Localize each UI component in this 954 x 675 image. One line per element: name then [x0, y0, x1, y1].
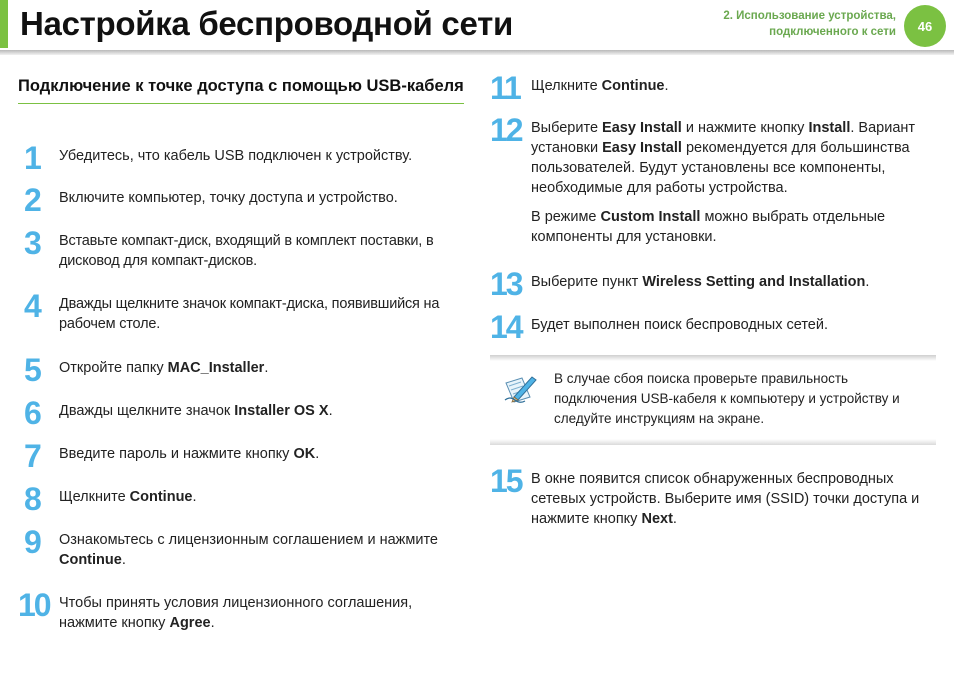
button-name: Next — [641, 511, 673, 527]
step-number: 6 — [24, 395, 40, 431]
step-text: Ознакомьтесь с лицензионным соглашением и нажмите Continue. — [59, 532, 438, 568]
step-text: Выберите пункт Wireless Setting and Installation. — [531, 274, 870, 290]
button-name: Agree — [169, 615, 211, 631]
step-text: Щелкните Continue. — [59, 489, 197, 505]
header-accent-bar — [0, 0, 8, 48]
step-paragraph: В режиме Custom Install можно выбрать отдельные компоненты для установки. — [531, 209, 886, 245]
step-number: 10 — [18, 587, 50, 623]
step-number: 5 — [24, 352, 40, 388]
step-number: 14 — [490, 309, 522, 345]
step-number: 7 — [24, 438, 40, 474]
step-number: 15 — [490, 463, 522, 499]
button-name: Continue — [601, 78, 665, 94]
step-number: 3 — [24, 225, 40, 261]
step-text: Убедитесь, что кабель USB подключен к устройству. — [59, 148, 413, 164]
button-name: OK — [293, 446, 316, 462]
step-text: В окне появится список обнаруженных беспроводных сетевых устройств. Выберите имя (SSID) точки доступа и нажмите кнопку Next. — [531, 471, 920, 527]
menu-item-name: Wireless Setting and Installation — [642, 274, 866, 290]
note-pencil-icon — [500, 369, 540, 409]
chapter-line-2: подключенного к сети — [769, 26, 896, 38]
step-number: 12 — [490, 112, 522, 148]
step-text: Откройте папку MAC_Installer. — [59, 360, 269, 376]
step-text: Будет выполнен поиск беспроводных сетей. — [531, 317, 829, 333]
step-number: 4 — [24, 288, 40, 324]
header-divider — [0, 50, 954, 55]
step-text: Дважды щелкните значок компакт-диска, появившийся на рабочем столе. — [59, 296, 440, 332]
icon-name: Installer OS X — [234, 403, 329, 419]
step-text: Вставьте компакт-диск, входящий в комплект поставки, в дисковод для компакт-дисков. — [59, 233, 434, 269]
step-number: 11 — [490, 70, 520, 106]
step-text: Дважды щелкните значок Installer OS X. — [59, 403, 333, 419]
step-paragraph: Выберите Easy Install и нажмите кнопку Install. Вариант установки Easy Install рекомендуется для большинства пользователей. Будут установлены все компоненты, необходимые для работы устройства. — [531, 120, 916, 196]
chapter-line-1: 2. Использование устройства, — [723, 10, 896, 22]
step-number: 8 — [24, 481, 40, 517]
step-text: Введите пароль и нажмите кнопку OK. — [59, 446, 320, 462]
page-title: Настройка беспроводной сети — [20, 5, 513, 42]
note-text: В случае сбоя поиска проверьте правильность подключения USB-кабеля к компьютеру и устройству и следуйте инструкциям на экране. — [554, 371, 900, 426]
step-text — [531, 118, 936, 256]
note-box — [490, 355, 936, 445]
step-text: Чтобы принять условия лицензионного соглашения, нажмите кнопку Agree. — [59, 595, 413, 631]
step-text: Включите компьютер, точку доступа и устройство. — [59, 190, 398, 206]
step-number: 9 — [24, 524, 40, 560]
button-name: Continue — [59, 552, 122, 568]
step-number: 1 — [24, 140, 40, 176]
page-number-badge: 46 — [904, 5, 946, 47]
step-number: 13 — [490, 266, 522, 302]
button-name: Continue — [129, 489, 193, 505]
folder-name: MAC_Installer — [167, 360, 265, 376]
section-title: Подключение к точке доступа с помощью USB-кабеля — [18, 76, 464, 104]
chapter-reference[interactable] — [656, 8, 896, 40]
step-text: Щелкните Continue. — [531, 78, 669, 94]
step-number: 2 — [24, 182, 40, 218]
